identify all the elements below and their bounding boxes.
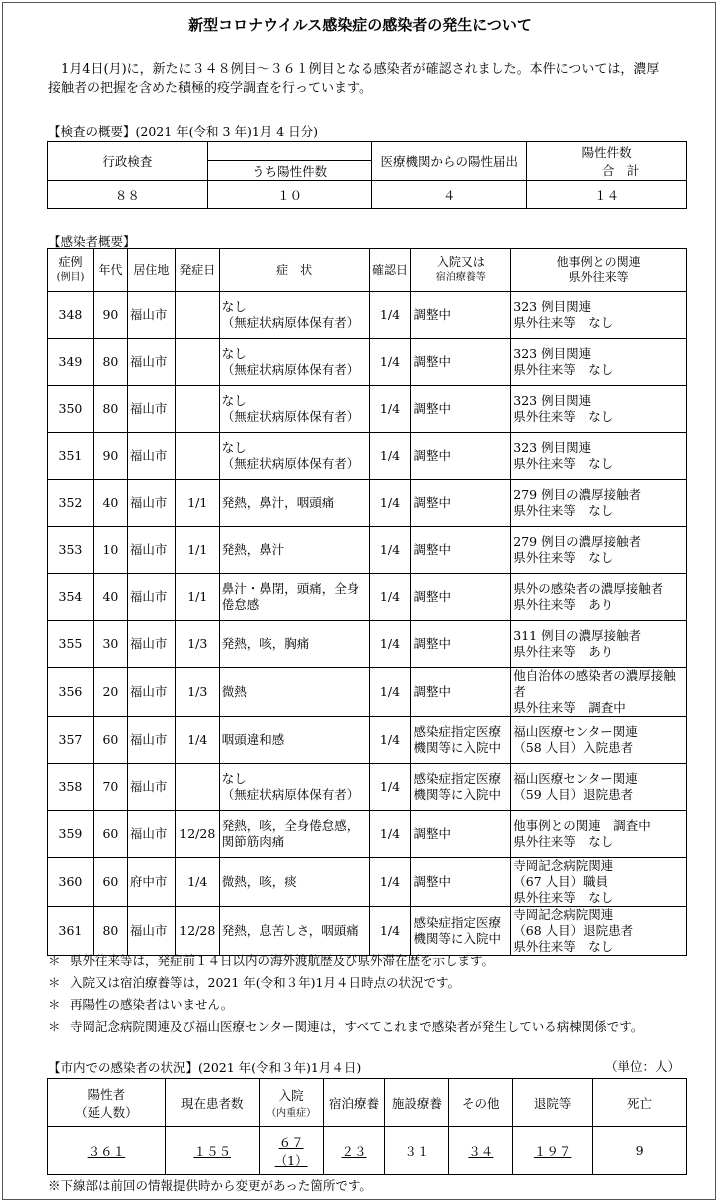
cell-case-no: 360 — [48, 858, 94, 907]
cell-hospital: 調整中 — [411, 292, 511, 339]
table-row — [48, 386, 687, 433]
cell-residence: 福山市 — [127, 339, 175, 386]
value-other — [449, 1127, 513, 1175]
note-item — [48, 1016, 688, 1038]
cell-relation: 寺岡記念病院関連 （67 人目）職員 県外往来等 なし — [511, 858, 687, 907]
cell-confirmed: 1/4 — [369, 527, 411, 574]
cell-hospital: 調整中 — [411, 811, 511, 858]
city-heading: 【市内での感染者の状況】(2021 年(令和３年)1月４日) — [48, 1060, 362, 1075]
cell-symptoms: 咽頭違和感 — [219, 717, 369, 764]
cell-hospital: 調整中 — [411, 480, 511, 527]
cell-confirmed: 1/4 — [369, 433, 411, 480]
cell-case-no: 355 — [48, 621, 94, 668]
cell-hospital: 調整中 — [411, 339, 511, 386]
cell-age: 30 — [93, 621, 127, 668]
cell-hospital: 調整中 — [411, 386, 511, 433]
cell-onset — [175, 339, 219, 386]
cell-relation: 323 例目関連 県外往来等 なし — [511, 386, 687, 433]
cell-onset: 1/1 — [175, 480, 219, 527]
value-facility: ３１ — [385, 1127, 449, 1175]
cell-relation: 323 例目関連 県外往来等 なし — [511, 292, 687, 339]
case-rows — [48, 292, 687, 956]
header-uchi: うち陽性件数 — [207, 161, 372, 181]
cell-residence: 福山市 — [127, 480, 175, 527]
value-current — [165, 1127, 259, 1175]
table-row — [48, 668, 687, 717]
table-row — [48, 574, 687, 621]
value-hotel — [323, 1127, 385, 1175]
value-current-text: １５５ — [193, 1143, 231, 1159]
table-row — [48, 433, 687, 480]
cell-onset: 1/1 — [175, 574, 219, 621]
cell-case-no: 349 — [48, 339, 94, 386]
header-positive — [48, 1079, 166, 1127]
cell-relation: 他事例との関連 調査中 県外往来等 なし — [511, 811, 687, 858]
cell-symptoms: なし （無症状病原体保有者） — [219, 386, 369, 433]
cell-confirmed: 1/4 — [369, 292, 411, 339]
note-item — [48, 950, 688, 972]
header-gyosei: 行政検査 — [48, 142, 208, 181]
col-case-line2: (例目) — [56, 272, 85, 283]
cell-confirmed: 1/4 — [369, 668, 411, 717]
cell-confirmed: 1/4 — [369, 574, 411, 621]
col-case — [48, 249, 94, 292]
cell-symptoms: なし （無症状病原体保有者） — [219, 339, 369, 386]
cell-hospital: 感染症指定医療機関等に入院中 — [411, 907, 511, 956]
table-row — [48, 764, 687, 811]
cell-onset: 12/28 — [175, 907, 219, 956]
header-hospital-line2: （内重症） — [266, 1108, 317, 1119]
table-row — [48, 717, 687, 764]
cell-symptoms: 発熱，息苦しさ，咽頭痛 — [219, 907, 369, 956]
col-relation-line2: 県外往来等 — [568, 270, 629, 284]
cell-onset: 1/4 — [175, 858, 219, 907]
cell-confirmed: 1/4 — [369, 480, 411, 527]
cell-onset: 1/1 — [175, 527, 219, 574]
cell-age: 80 — [93, 907, 127, 956]
cell-relation: 311 例目の濃厚接触者 県外往来等 あり — [511, 621, 687, 668]
header-total — [527, 142, 687, 181]
value-discharged — [513, 1127, 593, 1175]
cell-onset — [175, 386, 219, 433]
cell-confirmed: 1/4 — [369, 907, 411, 956]
header-total-line2: 合 計 — [601, 163, 640, 178]
cell-residence: 福山市 — [127, 717, 175, 764]
cell-onset — [175, 292, 219, 339]
cell-case-no: 353 — [48, 527, 94, 574]
col-age: 年代 — [93, 249, 127, 292]
cell-residence: 福山市 — [127, 527, 175, 574]
cell-confirmed: 1/4 — [369, 858, 411, 907]
value-hospital — [259, 1127, 323, 1175]
value-iryo: ４ — [372, 181, 527, 209]
header-facility: 施設療養 — [385, 1079, 449, 1127]
cell-confirmed: 1/4 — [369, 386, 411, 433]
cell-symptoms: 発熱，咳，胸痛 — [219, 621, 369, 668]
cell-symptoms: 発熱，鼻汁，咽頭痛 — [219, 480, 369, 527]
header-blank — [207, 142, 372, 161]
intro-paragraph: 1月4日(月)に，新たに３４８例目～３６１例目となる感染者が確認されました。本件については，濃厚接触者の把握を含めた積極的疫学調査を行っています。 — [48, 62, 660, 96]
col-relation — [511, 249, 687, 292]
note-item — [48, 994, 688, 1016]
note-text: 入院又は宿泊療養等は，2021 年(令和３年)1月４日時点の状況です。 — [70, 975, 460, 990]
cell-case-no: 358 — [48, 764, 94, 811]
col-relation-line1: 他事例との関連 — [556, 255, 641, 269]
cell-residence: 福山市 — [127, 907, 175, 956]
note-text: 県外往来等は，発症前１４日以内の海外渡航歴及び県外滞在歴を示します。 — [70, 953, 495, 968]
cell-relation: 他自治体の感染者の濃厚接触者 県外往来等 調査中 — [511, 668, 687, 717]
cell-symptoms: なし （無症状病原体保有者） — [219, 764, 369, 811]
cell-relation: 福山医療センター関連 （59 人目）退院患者 — [511, 764, 687, 811]
note-mark: ＊ — [48, 953, 61, 968]
cell-case-no: 357 — [48, 717, 94, 764]
table-row — [48, 527, 687, 574]
inspection-table — [47, 141, 687, 209]
value-positive — [48, 1127, 166, 1175]
cell-age: 60 — [93, 811, 127, 858]
cell-symptoms: なし （無症状病原体保有者） — [219, 292, 369, 339]
cell-symptoms: 鼻汁・鼻閉，頭痛，全身倦怠感 — [219, 574, 369, 621]
cell-relation: 323 例目関連 県外往来等 なし — [511, 433, 687, 480]
unit-label: （単位：人） — [604, 1059, 680, 1074]
cell-age: 90 — [93, 433, 127, 480]
cell-hospital: 調整中 — [411, 858, 511, 907]
cell-relation: 寺岡記念病院関連 （68 人目）退院患者 県外往来等 なし — [511, 907, 687, 956]
cell-case-no: 354 — [48, 574, 94, 621]
notes-list — [48, 950, 688, 1038]
cell-residence: 福山市 — [127, 621, 175, 668]
cell-confirmed: 1/4 — [369, 621, 411, 668]
city-table — [47, 1078, 687, 1175]
cell-age: 40 — [93, 574, 127, 621]
cell-age: 40 — [93, 480, 127, 527]
cell-symptoms: なし （無症状病原体保有者） — [219, 433, 369, 480]
cell-hospital: 感染症指定医療機関等に入院中 — [411, 764, 511, 811]
cell-age: 60 — [93, 717, 127, 764]
cell-relation: 279 例目の濃厚接触者 県外往来等 なし — [511, 480, 687, 527]
header-positive-line1: 陽性者 — [87, 1086, 126, 1102]
cell-confirmed: 1/4 — [369, 811, 411, 858]
inspection-heading: 【検査の概要】(2021 年(令和 3 年)1月 4 日分) — [48, 124, 319, 139]
cell-case-no: 351 — [48, 433, 94, 480]
cell-onset: 1/4 — [175, 717, 219, 764]
cell-case-no: 361 — [48, 907, 94, 956]
header-hospital-line1: 入院 — [278, 1088, 304, 1103]
cell-case-no: 350 — [48, 386, 94, 433]
value-death: 9 — [593, 1127, 687, 1175]
cell-residence: 福山市 — [127, 764, 175, 811]
value-gyosei: ８８ — [48, 181, 208, 209]
cell-case-no: 352 — [48, 480, 94, 527]
cell-relation: 福山医療センター関連 （58 人目）入院患者 — [511, 717, 687, 764]
cell-onset — [175, 764, 219, 811]
cell-residence: 福山市 — [127, 574, 175, 621]
cell-confirmed: 1/4 — [369, 339, 411, 386]
col-hospital — [411, 249, 511, 292]
table-row — [48, 858, 687, 907]
cell-relation: 県外の感染者の濃厚接触者 県外往来等 あり — [511, 574, 687, 621]
cases-table — [47, 248, 687, 956]
value-uchi: １０ — [207, 181, 372, 209]
header-positive-line2: （延人数） — [75, 1104, 138, 1120]
cell-age: 20 — [93, 668, 127, 717]
header-discharged: 退院等 — [513, 1079, 593, 1127]
col-case-line1: 症例 — [58, 255, 83, 269]
cell-age: 70 — [93, 764, 127, 811]
cell-residence: 福山市 — [127, 292, 175, 339]
note-mark: ＊ — [48, 997, 61, 1012]
cell-relation: 323 例目関連 県外往来等 なし — [511, 339, 687, 386]
cell-residence: 福山市 — [127, 433, 175, 480]
cell-symptoms: 微熱，咳，痰 — [219, 858, 369, 907]
col-hospital-line1: 入院又は — [436, 255, 485, 269]
cell-hospital: 調整中 — [411, 668, 511, 717]
cell-confirmed: 1/4 — [369, 764, 411, 811]
table-row — [48, 292, 687, 339]
header-iryo: 医療機関からの陽性届出 — [372, 142, 527, 181]
value-other-text: ３４ — [468, 1143, 494, 1159]
col-hospital-line2: 宿泊療養等 — [435, 272, 486, 283]
col-symptoms: 症 状 — [219, 249, 369, 292]
cell-hospital: 感染症指定医療機関等に入院中 — [411, 717, 511, 764]
cell-residence: 福山市 — [127, 668, 175, 717]
cell-relation: 279 例目の濃厚接触者 県外往来等 なし — [511, 527, 687, 574]
header-current: 現在患者数 — [165, 1079, 259, 1127]
cell-age: 60 — [93, 858, 127, 907]
cell-age: 90 — [93, 292, 127, 339]
cell-symptoms: 発熱，咳，全身倦怠感，関節筋肉痛 — [219, 811, 369, 858]
table-row — [48, 339, 687, 386]
cell-onset — [175, 433, 219, 480]
header-death: 死亡 — [593, 1079, 687, 1127]
footer-note: ※下線部は前回の情報提供時から変更があった箇所です。 — [48, 1178, 372, 1193]
page-title: 新型コロナウイルス感染症の感染者の発生について — [188, 16, 532, 34]
header-total-line1: 陽性件数 — [581, 145, 632, 160]
cell-onset: 12/28 — [175, 811, 219, 858]
table-row — [48, 621, 687, 668]
cell-age: 80 — [93, 386, 127, 433]
cell-age: 80 — [93, 339, 127, 386]
cases-heading: 【感染者概要】 — [48, 234, 136, 249]
cell-residence: 府中市 — [127, 858, 175, 907]
value-discharged-text: １９７ — [533, 1143, 572, 1159]
cell-onset: 1/3 — [175, 668, 219, 717]
value-hospital-text: ６７ — [278, 1134, 304, 1150]
col-confirmed: 確認日 — [369, 249, 411, 292]
cell-symptoms: 微熱 — [219, 668, 369, 717]
value-hospital-severe: （1） — [274, 1152, 308, 1168]
note-mark: ＊ — [48, 975, 61, 990]
cell-case-no: 348 — [48, 292, 94, 339]
header-hotel: 宿泊療養 — [323, 1079, 385, 1127]
note-text: 再陽性の感染者はいません。 — [70, 997, 234, 1012]
cell-hospital: 調整中 — [411, 433, 511, 480]
value-total: １４ — [527, 181, 687, 209]
cell-residence: 福山市 — [127, 386, 175, 433]
header-other: その他 — [449, 1079, 513, 1127]
col-onset: 発症日 — [175, 249, 219, 292]
note-text: 寺岡記念病院関連及び福山医療センター関連は，すべてこれまで感染者が発生している病棟関係です。 — [70, 1019, 644, 1034]
cell-confirmed: 1/4 — [369, 717, 411, 764]
table-row — [48, 480, 687, 527]
cell-age: 10 — [93, 527, 127, 574]
cell-onset: 1/3 — [175, 621, 219, 668]
cell-residence: 福山市 — [127, 811, 175, 858]
cell-hospital: 調整中 — [411, 621, 511, 668]
cell-symptoms: 発熱，鼻汁 — [219, 527, 369, 574]
value-hotel-text: ２３ — [341, 1143, 367, 1159]
cell-hospital: 調整中 — [411, 527, 511, 574]
value-positive-text: ３６１ — [87, 1143, 126, 1159]
cell-hospital: 調整中 — [411, 574, 511, 621]
note-item — [48, 972, 688, 994]
note-mark: ＊ — [48, 1019, 61, 1034]
table-row — [48, 907, 687, 956]
cell-case-no: 359 — [48, 811, 94, 858]
header-hospital — [259, 1079, 323, 1127]
cell-case-no: 356 — [48, 668, 94, 717]
table-row — [48, 811, 687, 858]
col-residence: 居住地 — [127, 249, 175, 292]
